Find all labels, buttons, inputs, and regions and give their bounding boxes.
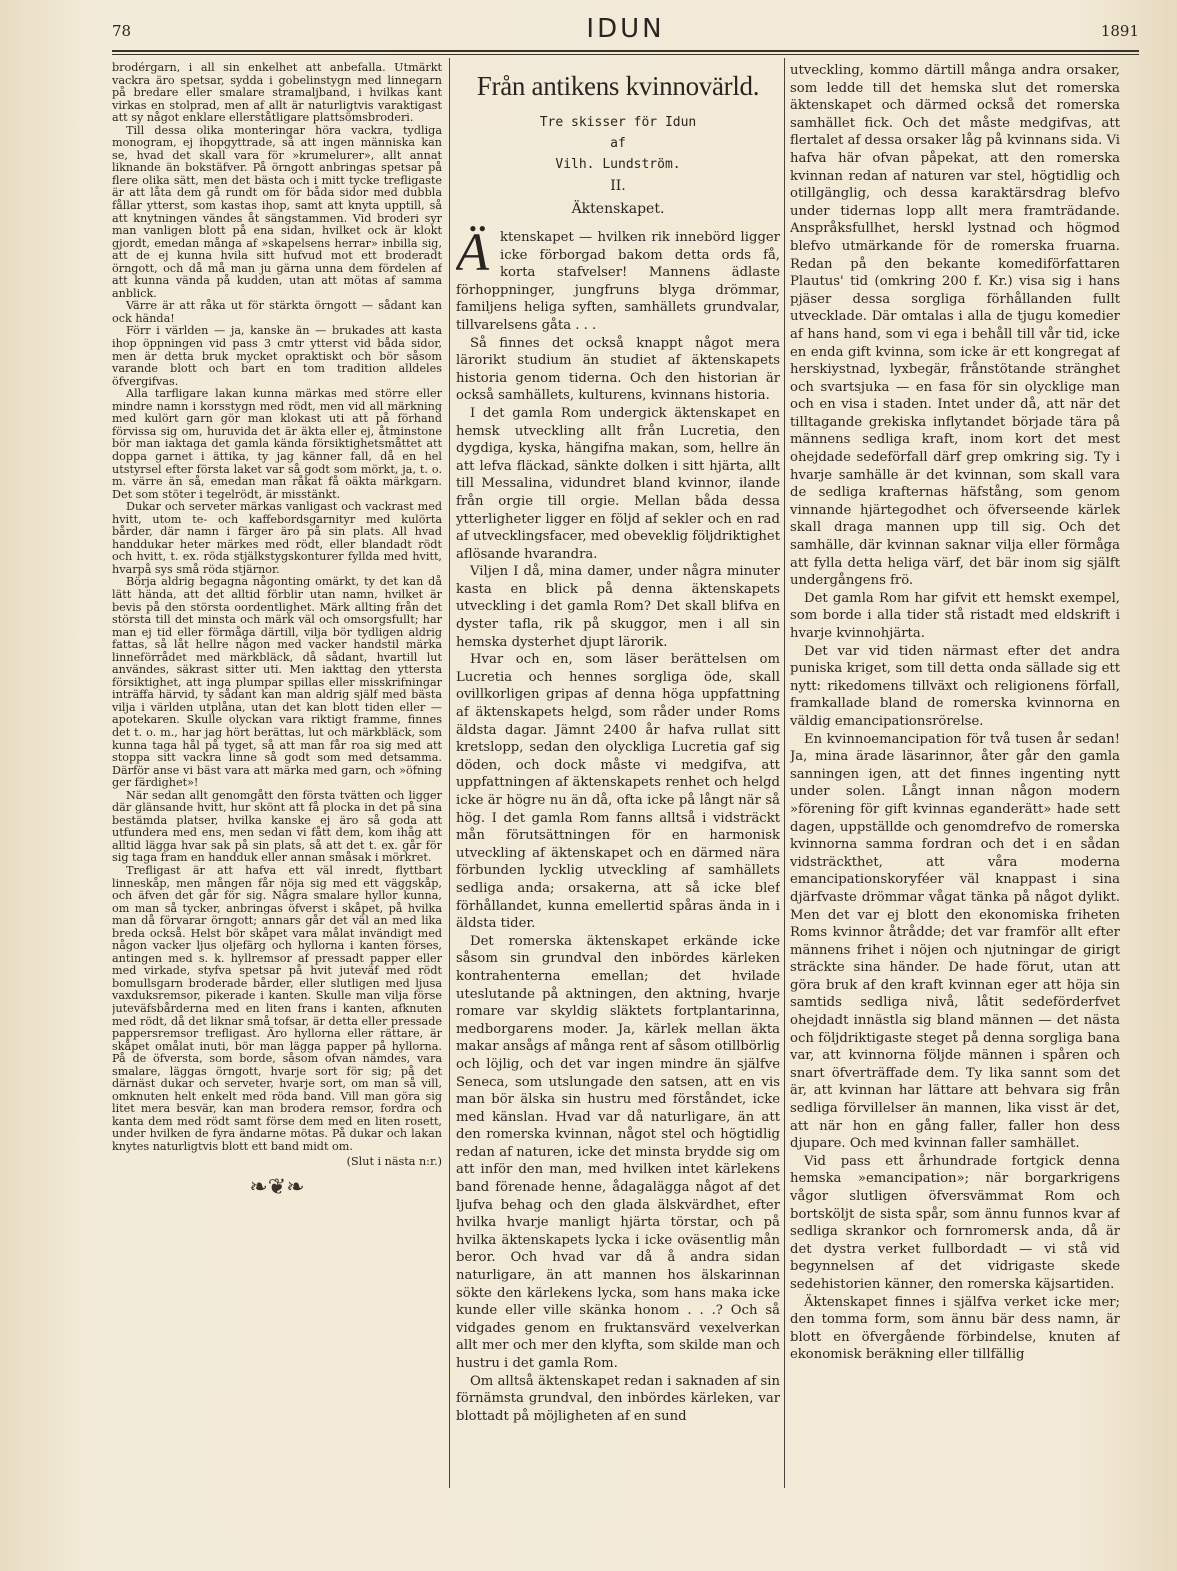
header-rule-thin [112, 54, 1139, 55]
paragraph: Det gamla Rom har gifvit ett hemskt exempel, som borde i alla tider stå ristadt med eldskrift i hvarje kvinnohjärta. [790, 590, 1120, 641]
paragraph: utveckling, kommo därtill många andra orsaker, som ledde till det hemska slut det romerska äktenskapet och därmed också det romerska samhället fick. Och det måste medgifvas, att flertalet af dessa orsaker låg på kvinnans sida. Vi hafva här ofvan påpekat, att den romerska kvinnan redan af naturen var stel, högtidlig och otillgänglig, och dessa karaktärsdrag blefvo under tidernas lopp allt mera framträdande. Anspråksfullhet, herskl lystnad och högmod blefvo utmärkande för de romerska fruarna. Redan på den bekante komediförfattaren Plautus' tid (omkring 200 f. Kr.) visa sig i hans pjäser dessa sorgliga förhållanden fullt utvecklade. Där omtalas i alla de tjugu komedier af hans hand, som vi ega i behåll till vår tid, icke en enda gift kvinna, som icke är ett kongregat af herskiystnad, lyxbegär, frånstötande stränghet och svartsjuka — en fasa för sin olycklige man och en visa i staden. Intet under då, att när det tilltagande grekiska inflytandet började tära på männens sedliga kraft, inom kort det mest ohejdade sedeförfall därf grep omkring sig. Ty i hvarje samhälle är det kvinnan, som skall vara de sedliga krafternas häfstång, som genom vinnande hjärtegodhet och öfverseende kärlek skall draga mannen upp till sig. Och det samhälle, där kvinnan saknar vilja eller förmåga att fylla detta heliga värf, det bär inom sig själft undergångens frö. [790, 63, 1120, 589]
ornament-icon: ❧❦❧ [249, 1175, 305, 1201]
header-rule [112, 50, 1139, 52]
paragraph: Viljen I då, mina damer, under några minuter kasta en blick på denna äktenskapets utveckling i det gamla Rom? Det skall blifva en dyster tafla, rik på skuggor, men i all sin hemska dysterhet djupt lärorik. [456, 564, 780, 650]
continued-note: (Slut i nästa n:r.) [346, 1154, 442, 1168]
paragraph: Värre är att råka ut för stärkta örngott — sådant kan ock hända! [112, 299, 442, 325]
paragraph: Så finnes det också knappt något mera lärorikt studium än studiet af äktenskapets historia genom tiderna. Och den historian är också samhällets, kulturens, kvinnans historia. [456, 335, 780, 404]
paragraph: Till dessa olika monteringar höra vackra, tydliga monogram, ej ihopgyttrade, så att ingen människa kan se, hvad det skall vara för »krumelurer», allt annat liknande än bokstäfver. På örngott anbringas spetsar på flere olika sätt, men det bästa och i mitt tycke trefligaste är att låta dem gå rundt om för båda sidor med dubbla fållar ytterst, som kastas ihop, samt att knyta upptill, så att knytningen vändes åt sängstammen. Vid broderi syr man vanligen blott på ena sidan, hvilket ock är klokt gjordt, emedan många af »skapelsens herrar» inbilla sig, att de ej kunna hvila sitt hufvud mot ett broderadt örngott, och då må man ju gärna unna dem fördelen af att kunna vända på kudden, utan att mötas af samma anblick. [112, 123, 442, 300]
masthead: IDUN [586, 14, 665, 44]
page-number: 78 [112, 22, 132, 40]
article-byline-af: af [610, 136, 626, 151]
section-heading: Äktenskapet. [571, 201, 665, 217]
paragraph: Förr i världen — ja, kanske än — brukades att kasta ihop öppningen vid pass 3 cmtr ytterst vid båda sidor, men är detta bruk mycket opraktiskt och bör såsom varande blott och bart en tom tradition alldeles öfvergifvas. [112, 324, 442, 388]
paragraph: Trefligast är att hafva ett väl inredt, flyttbart linneskåp, men mången får nöja sig med ett väggskåp, och äfven det går för sig. Några smalare hyllor kunna, om man så tycker, anbringas öfverst i skåpet, på hvilka man då förvarar örngott; annars går det väl an med lika breda också. Helst bör skåpet vara målat invändigt med någon vacker ljus oljefärg och hyllorna i kanten förses, antingen med s. k. hyllremsor af pressadt papper eller med virkade, styfva spetsar på hvit juteväf med rödt bomullsgarn broderade bårder, eller slutligen med ljusa vaxduksremsor, pikerade i kanten. Skulle man vilja förse juteväfsbårderna med en liten frans i kanten, afknuten med rödt, då det liknar små tofsar, är detta eller pressade pappersremsor trefligast. Äro hyllorna eller rättare, är skåpet omålat inuti, bör man lägga papper på hyllorna. På de öfversta, som borde, såsom ofvan nämdes, vara smalare, läggas örngott, hvarje sort för sig; på det därnäst dukar och serveter, hvarje sort, om man så vill, omknuten helt enkelt med röda band. Vill man göra sig litet mera besvär, kan man brodera remsor, fordra och kanta dem med rödt samt förse dem med en liten rosett, under hvilken de fyra ändarne mötas. På dukar och lakan knytes naturligtvis blott ett band midt om. [112, 864, 442, 1154]
paragraph: Äktenskapet — hvilken rik innebörd ligger icke förborgad bakom detta ords få, korta stafvelser! Mannens ädlaste förhoppninger, jungfruns blyga drömmar, familjens heliga syften, samhällets grundvalar, tillvarelsens gåta . . . [456, 222, 780, 333]
year: 1891 [1100, 22, 1139, 40]
paragraph: brodérgarn, i all sin enkelhet att anbefalla. Utmärkt vackra äro spetsar, sydda i gobelinstygn med linnegarn på bredare eller smalare stramaljband, i hvilkas kant virkas en stolprad, men af allt är naturligtvis varaktigast att sy något enklare ellerståtligare plattsömsbroderi. [112, 62, 442, 125]
paragraph: Om alltså äktenskapet redan i saknaden af sin förnämsta grundval, den inbördes kärleken, var blottadt på möjligheten af en sund [456, 1373, 780, 1424]
paragraph: Det romerska äktenskapet erkände icke såsom sin grundval den inbördes kärleken kontrahenterna emellan; det hvilade uteslutande på aktningen, den aktning, hvarje romare var skyldig släktets fortplantarinna, medborgarens moder. Ja, kärlek mellan äkta makar ansågs af många rent af såsom otillbörlig och löjlig, och det var ingen mindre än själfve Seneca, som utslungade den satsen, att en vis man bör älska sin hustru med förståndet, icke med känslan. Hvad var då naturligare, än att den romerska kvinnan, något stel och högtidlig redan af naturen, icke det minsta brydde sig om att inför den man, med hvilken intet kärlekens band förenade henne, ådagalägga något af det ljufva behag och den glada älskvärdhet, efter hvilka hvarje manligt hjärta törstar, och på hvilka äktenskapets lycka i icke oväsentlig mån beror. Och hvad var då å andra sidan naturligare, än att mannen hos älskarinnan sökte den kärlekens lycka, som hans maka icke kunde eller ville skänka honom . . .? Och så vidgades genom en fruktansvärd vexelverkan allt mer och mer den klyfta, som skilde man och hustru i det gamla Rom. [456, 933, 780, 1371]
article-subtitle: Tre skisser för Idun [539, 115, 697, 130]
paragraph: Det var vid tiden närmast efter det andra puniska kriget, som till detta onda sällade sig ett nytt: rikedomens tillväxt och religionens förfall, framkallade bland de romerska kvinnorna en väldig emancipationsrörelse. [790, 643, 1120, 729]
column-left [112, 62, 442, 1482]
paragraph: När sedan allt genomgått den första tvätten och ligger där glänsande hvitt, hur skönt att få plocka in det på sina bestämda platser, hvilka kanske ej äro så goda att utfundera med ens, men sedan vi fått dem, kom ihåg att alltid lägga hvar sak på sin plats, så att det t. ex. går för sig taga fram en handduk eller annan småsak i mörkret. [112, 788, 442, 865]
paragraph: Vid pass ett århundrade fortgick denna hemska »emancipation»; när borgarkrigens vågor slutligen öfversvämmat Rom och bortsköljt de sista spår, som ännu funnos kvar af sedliga skrankor och fornromersk anda, då är det dystra verket fullbordadt — vi stå vid begynnelsen af det vidrigaste skede sedehistorien känner, den romerska käjsartiden. [790, 1153, 1120, 1292]
column-middle [456, 62, 780, 1492]
column-divider [449, 58, 450, 1488]
article-title: Från antikens kvinnovärld. [476, 71, 760, 101]
paragraph: I det gamla Rom undergick äktenskapet en hemsk utveckling allt från Lucretia, den dygdiga, kyska, hängifna makan, som, hellre än att lefva fläckad, sänkte dolken i sitt hjärta, allt till Messalina, vidundret bland kvinnor, ilande från orgie till orgie. Mellan båda dessa ytterligheter ligger en följd af sekler och en rad af utvecklingsfacer, med obeveklig följdriktighet aflösande hvarandra. [456, 405, 780, 562]
article-author: Vilh. Lundström. [555, 157, 681, 172]
page-header [112, 14, 1139, 48]
paragraph: Hvar och en, som läser berättelsen om Lucretia och hennes sorgliga öde, skall ovillkorligen gripas af denna höga uppfattning af äktenskapets helgd, som råder under Roms äldsta dagar. Jämnt 2400 år hafva rullat sitt kretslopp, sedan den olyckliga Lucretia gaf sig döden, och dock måste vi medgifva, att uppfattningen af äktenskapets renhet och helgd icke är högre nu än då, ofta icke på långt när så hög. I det gamla Rom fanns alltså i vidsträckt mån förutsättningen för en harmonisk utveckling af äktenskapet och en därmed nära förbunden lycklig utveckling af samhällets sedliga anda; orsakerna, att så icke blef förhållandet, kunna emellertid spåras ända in i äldsta tider. [456, 652, 780, 932]
article-part: II. [610, 178, 626, 194]
paragraph: Äktenskapet finnes i själfva verket icke mer; den tomma form, som ännu bär dess namn, är blott en öfvergående förbindelse, knuten af ekonomisk beräkning eller tillfällig [790, 1294, 1120, 1363]
paragraph: En kvinnoemancipation för två tusen år sedan! Ja, mina ärade läsarinnor, åter går den gamla sanningen igen, att det finnes ingenting nytt under solen. Långt innan någon modern »förening för gift kvinnas eganderätt» hade sett dagen, uppställde och genomdrefvo de romerska kvinnorna samma fordran och det i en sådan vidsträckthet, att våra moderna emancipationskoryféer väl knappast i sina djärfvaste drömmar vågat tänka på något dylikt. Men det var ej blott den ekonomiska friheten Roms kvinnor åtrådde; det var framför allt efter männens frihet i nöjen och njutningar de girigt sträckte sina händer. De hade förut, utan att göra bruk af den kraft kvinnan eger att höja sin samtids sedliga nivå, låtit sedeförderfvet ohejdadt innästla sig bland männen — det nästa och följdriktigaste steget på denna sorgliga bana var, att kvinnorna följde männen i spåren och snart öfverträffade dem. Ty lika sannt som det är, att kvinnan har lättare att behvara sig från sedliga förvillelser än mannen, lika visst är det, att när hon en gång faller, faller hon dess djupare. Och med kvinnan faller samhället. [790, 731, 1120, 1152]
paragraph: Börja aldrig begagna någonting omärkt, ty det kan då lätt hända, att det alltid förblir utan namn, hvilket är bevis på den största oordentlighet. Märk allting från det största till det minsta och märk väl och omsorgsfullt; har man ej tid eller förmåga därtill, vilja bör tydligen aldrig fattas, så låt hellre någon med vacker handstil märka linneförrådet med märkbläck, då sådant, hvartill lut användes, säkrast sitter uti. Men iakttag den yttersta försiktighet, att inga plumpar spillas eller misskrifningar inträffa härvid, ty sådant kan man aldrig själf med bästa vilja i världen utplåna, utan det kan blott tiden eller — apotekaren. Skulle olyckan vara riktigt framme, finnes det t. o. m., har jag hört berättas, lut och märkbläck, som kunna taga hål på tyget, så att man får roa sig med att stoppa sitt vackra linne så godt som med detsamma. Därför anse vi bäst vara att märka med garn, och »öfning ger färdighet»! [112, 575, 442, 790]
column-right [790, 62, 1120, 1492]
paragraph: Dukar och serveter märkas vanligast och vackrast med hvitt, utom te- och kaffebordsgarnityr med kulörta bårder, där namn i färger äro på sin plats. All hvad handdukar heter märkes med rödt, eller blandadt rödt och hvitt, t. ex. röda stjälkstygskonturer fyllda med hvitt, hvarpå sys små röda stjärnor. [112, 500, 442, 576]
drop-cap: Ä [456, 222, 489, 282]
paragraph: Alla tarfligare lakan kunna märkas med större eller mindre namn i korsstygn med rödt, men vid all märkning med kulört garn gör man klokast uti att på förhand förvissa sig om, huruvida det är äkta eller ej, åtminstone bör man iaktaga det gamla kända försiktighetsmåttet att doppa garnet i ättika, ty jag känner fall, då en hel utstyrsel efter första laket var så godt som mörkt, ja, t. o. m. värre än så, emedan man råkat få oäkta märkgarn. Det som stöter i tegelrödt, är misstänkt. [112, 387, 442, 501]
column-divider [784, 58, 785, 1488]
